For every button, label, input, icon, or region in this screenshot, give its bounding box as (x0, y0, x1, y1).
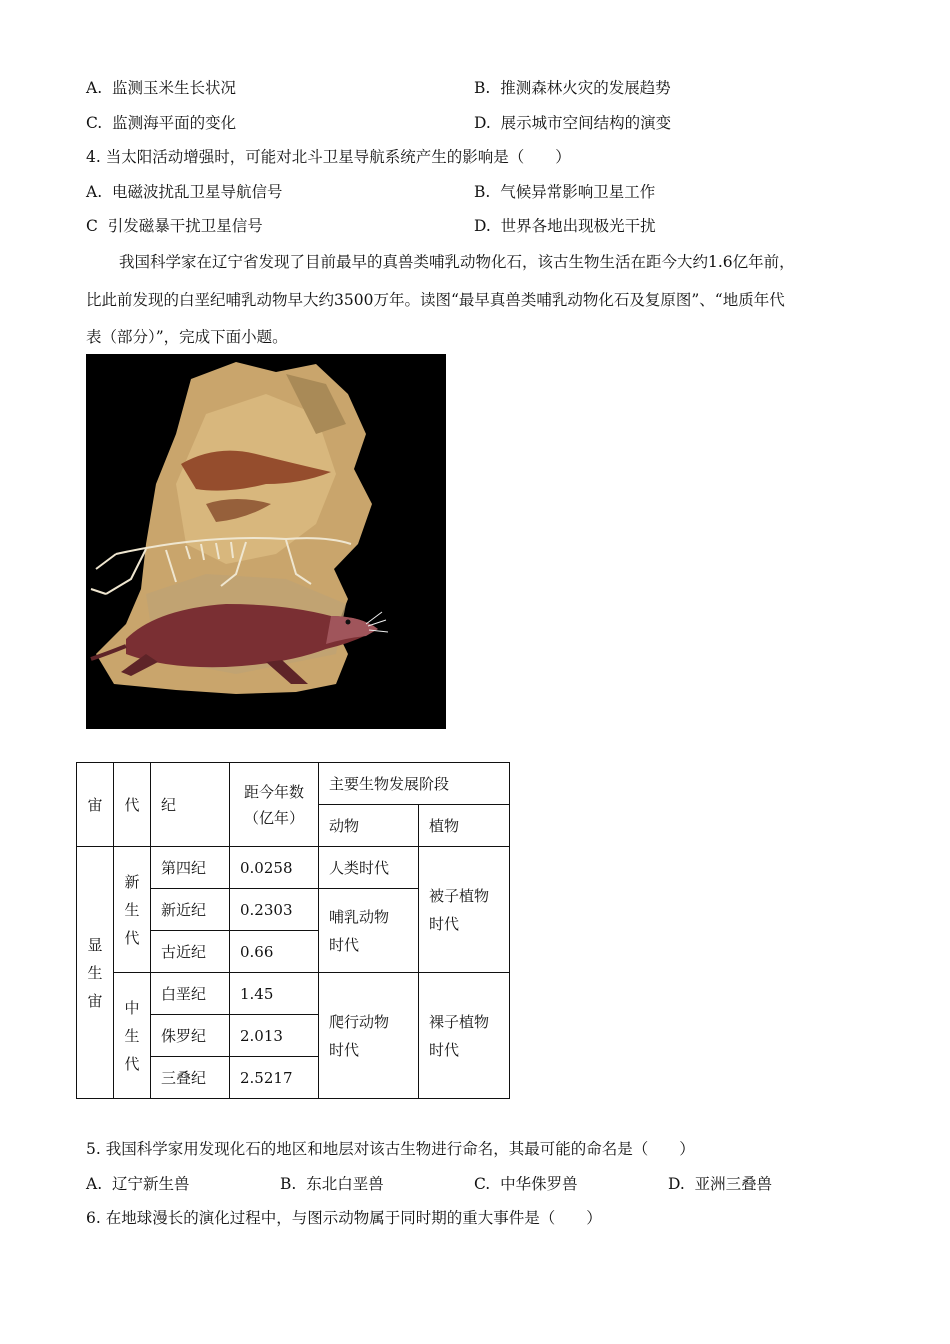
q5-option-d: D. 亚洲三叠兽 (668, 1175, 773, 1193)
years-cell: 0.2303 (230, 889, 319, 931)
q5-option-a: A. 辽宁新生兽 (86, 1175, 190, 1193)
q3-option-c: C. 监测海平面的变化 (86, 114, 237, 132)
period-cell: 古近纪 (151, 931, 230, 973)
era-cenozoic: 新生代 (114, 847, 151, 973)
q5-option-b: B. 东北白垩兽 (280, 1175, 384, 1193)
intro-line-3: 表（部分）”，完成下面小题。 (86, 328, 288, 346)
q4-option-d: D. 世界各地出现极光干扰 (474, 217, 656, 235)
period-cell: 第四纪 (151, 847, 230, 889)
eon-phanerozoic: 显生宙 (77, 847, 114, 1099)
years-cell: 0.66 (230, 931, 319, 973)
years-cell: 2.013 (230, 1015, 319, 1057)
animal-human: 人类时代 (319, 847, 419, 889)
fossil-image (86, 354, 446, 729)
q4-stem: 4. 当太阳活动增强时，可能对北斗卫星导航系统产生的影响是（ ） (86, 148, 571, 166)
header-period: 纪 (151, 763, 230, 847)
header-years: 距今年数（亿年） (230, 763, 319, 847)
era-mesozoic: 中生代 (114, 973, 151, 1099)
header-eon: 宙 (77, 763, 114, 847)
q4-option-b: B. 气候异常影响卫星工作 (474, 183, 656, 201)
animal-mammal: 哺乳动物时代 (319, 889, 419, 973)
period-cell: 新近纪 (151, 889, 230, 931)
period-cell: 侏罗纪 (151, 1015, 230, 1057)
period-cell: 三叠纪 (151, 1057, 230, 1099)
intro-line-2: 比此前发现的白垩纪哺乳动物早大约3500万年。读图“最早真兽类哺乳动物化石及复原图”、“地质年代 (86, 291, 785, 309)
q4-option-a: A. 电磁波扰乱卫星导航信号 (86, 183, 283, 201)
years-cell: 1.45 (230, 973, 319, 1015)
q3-option-a: A. 监测玉米生长状况 (86, 79, 236, 97)
years-cell: 0.0258 (230, 847, 319, 889)
years-cell: 2.5217 (230, 1057, 319, 1099)
q6-stem: 6. 在地球漫长的演化过程中，与图示动物属于同时期的重大事件是（ ） (86, 1209, 602, 1227)
plant-angiosperm: 被子植物时代 (419, 847, 510, 973)
header-animal: 动物 (319, 805, 419, 847)
header-plant: 植物 (419, 805, 510, 847)
intro-line-1: 我国科学家在辽宁省发现了目前最早的真兽类哺乳动物化石，该古生物生活在距今大约1.6亿年前， (119, 253, 795, 271)
animal-reptile: 爬行动物时代 (319, 973, 419, 1099)
plant-gymnosperm: 裸子植物时代 (419, 973, 510, 1099)
period-cell: 白垩纪 (151, 973, 230, 1015)
q5-stem: 5. 我国科学家用发现化石的地区和地层对该古生物进行命名，其最可能的命名是（ ） (86, 1140, 695, 1158)
q4-option-c: C 引发磁暴干扰卫星信号 (86, 217, 263, 235)
header-era: 代 (114, 763, 151, 847)
header-stage: 主要生物发展阶段 (319, 763, 510, 805)
q5-option-c: C. 中华侏罗兽 (474, 1175, 578, 1193)
q3-option-d: D. 展示城市空间结构的演变 (474, 114, 672, 132)
q3-option-b: B. 推测森林火灾的发展趋势 (474, 79, 671, 97)
geologic-time-table (76, 762, 510, 1099)
